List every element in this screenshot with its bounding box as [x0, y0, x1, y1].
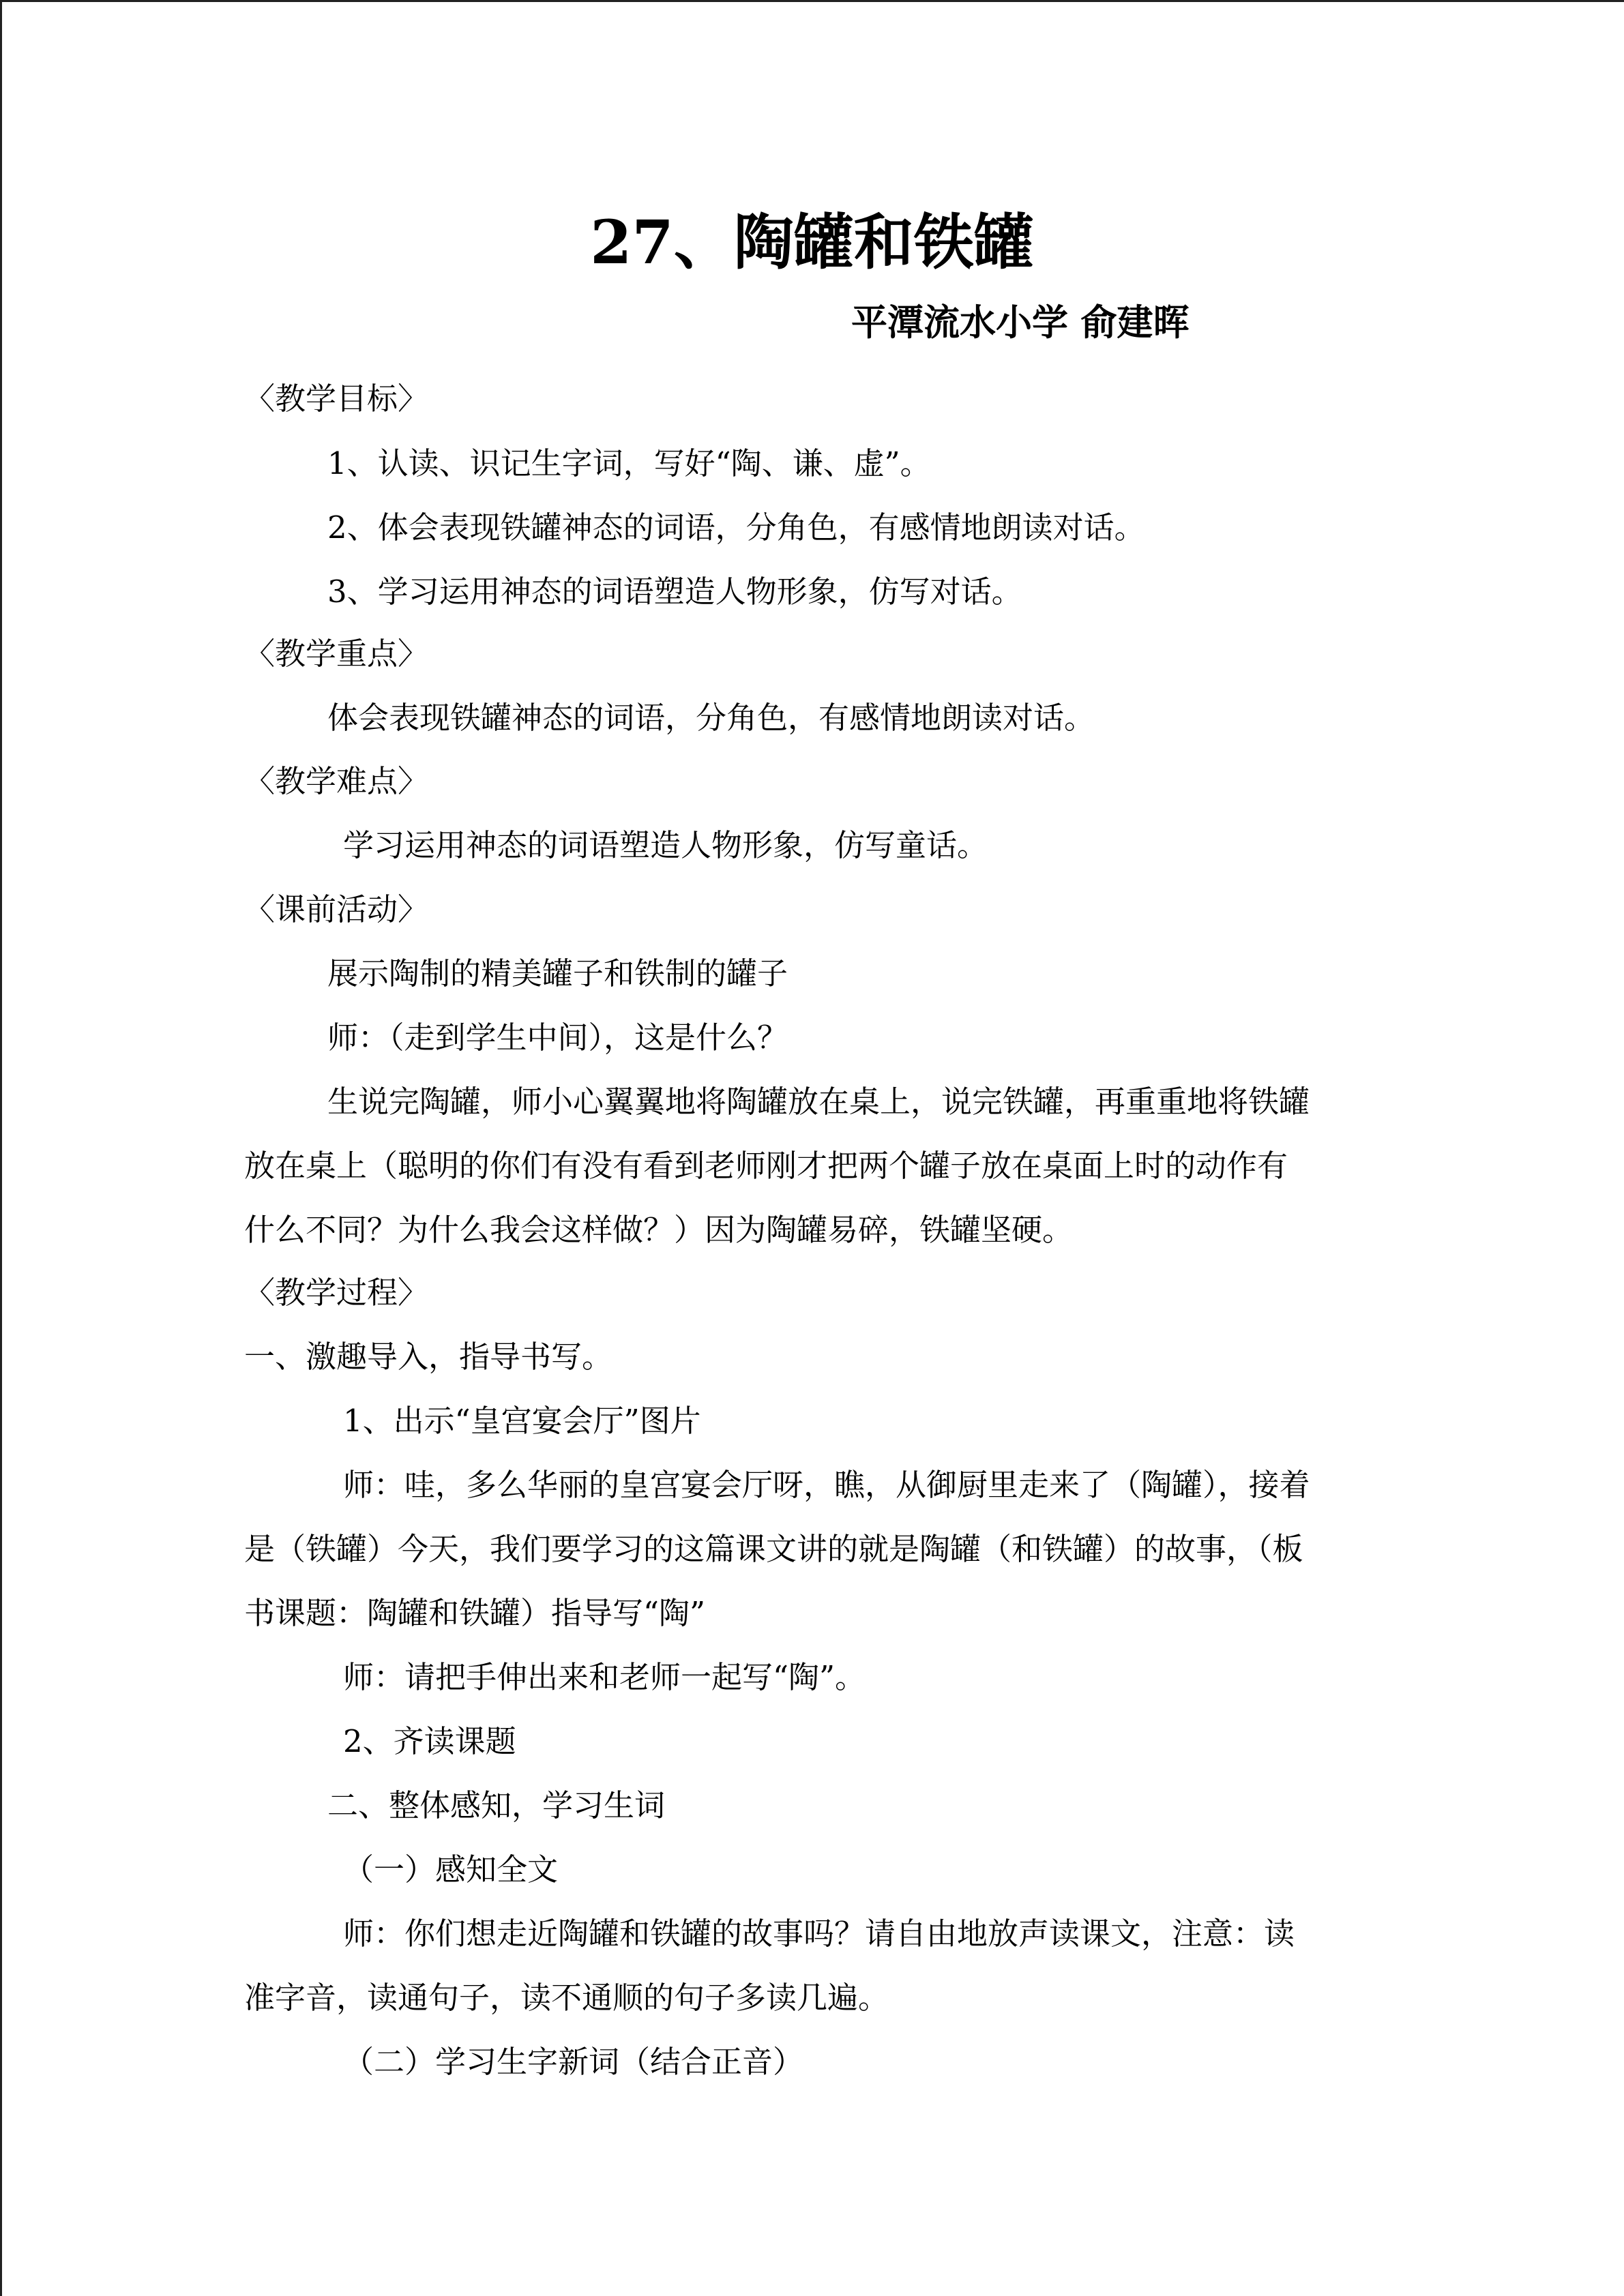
- paragraph-line: 师：请把手伸出来和老师一起写“陶”。: [343, 1659, 866, 1695]
- paragraph-line: 1、出示“皇宫宴会厅”图片: [343, 1403, 701, 1439]
- paragraph-line: 师：哇，多么华丽的皇宫宴会厅呀，瞧，从御厨里走来了（陶罐），接着: [343, 1467, 1310, 1503]
- objective-item-2: 2、体会表现铁罐神态的词语，分角色，有感情地朗读对话。: [327, 509, 1145, 546]
- document-title: 27、陶罐和铁罐: [590, 207, 1034, 278]
- paragraph-line: 是（铁罐）今天，我们要学习的这篇课文讲的就是陶罐（和铁罐）的故事，（板: [244, 1531, 1303, 1567]
- section-heading-difficulties: 〈教学难点〉: [244, 763, 429, 799]
- objective-item-3: 3、学习运用神态的词语塑造人物形象，仿写对话。: [327, 573, 1022, 610]
- difficulty-text: 学习运用神态的词语塑造人物形象，仿写童话。: [343, 827, 988, 863]
- section-heading-key-points: 〈教学重点〉: [244, 636, 429, 672]
- paragraph-line: 2、齐读课题: [343, 1723, 516, 1759]
- key-point-text: 体会表现铁罐神态的词语，分角色，有感情地朗读对话。: [327, 700, 1095, 736]
- paragraph-line: 生说完陶罐，师小心翼翼地将陶罐放在桌上，说完铁罐，再重重地将铁罐: [327, 1084, 1310, 1120]
- paragraph-line: 什么不同？为什么我会这样做？）因为陶罐易碎，铁罐坚硬。: [244, 1212, 1074, 1248]
- subsection-heading: （二）学习生字新词（结合正音）: [343, 2044, 804, 2080]
- paragraph-line: 书课题：陶罐和铁罐）指导写“陶”: [244, 1595, 706, 1631]
- paragraph-line: 准字音，读通句子，读不通顺的句子多读几遍。: [244, 1980, 889, 2016]
- objective-item-1: 1、认读、识记生字词，写好“陶、谦、虚”。: [327, 445, 931, 481]
- subsection-heading: 一、激趣导入，指导书写。: [244, 1339, 613, 1375]
- paragraph-line: 师：你们想走近陶罐和铁罐的故事吗？请自由地放声读课文，注意：读: [343, 1915, 1295, 1952]
- document-author: 平潭流水小学 俞建晖: [851, 301, 1190, 344]
- subsection-heading: （一）感知全文: [343, 1851, 559, 1888]
- paragraph-line: 师：（走到学生中间），这是什么？: [327, 1019, 788, 1056]
- paragraph-line: 放在桌上（聪明的你们有没有看到老师刚才把两个罐子放在桌面上时的动作有: [244, 1148, 1288, 1184]
- section-heading-pre-class: 〈课前活动〉: [244, 891, 429, 927]
- section-heading-objectives: 〈教学目标〉: [244, 381, 429, 417]
- subsection-heading: 二、整体感知，学习生词: [327, 1787, 666, 1823]
- section-heading-process: 〈教学过程〉: [244, 1274, 429, 1311]
- paragraph-line: 展示陶制的精美罐子和铁制的罐子: [327, 955, 788, 992]
